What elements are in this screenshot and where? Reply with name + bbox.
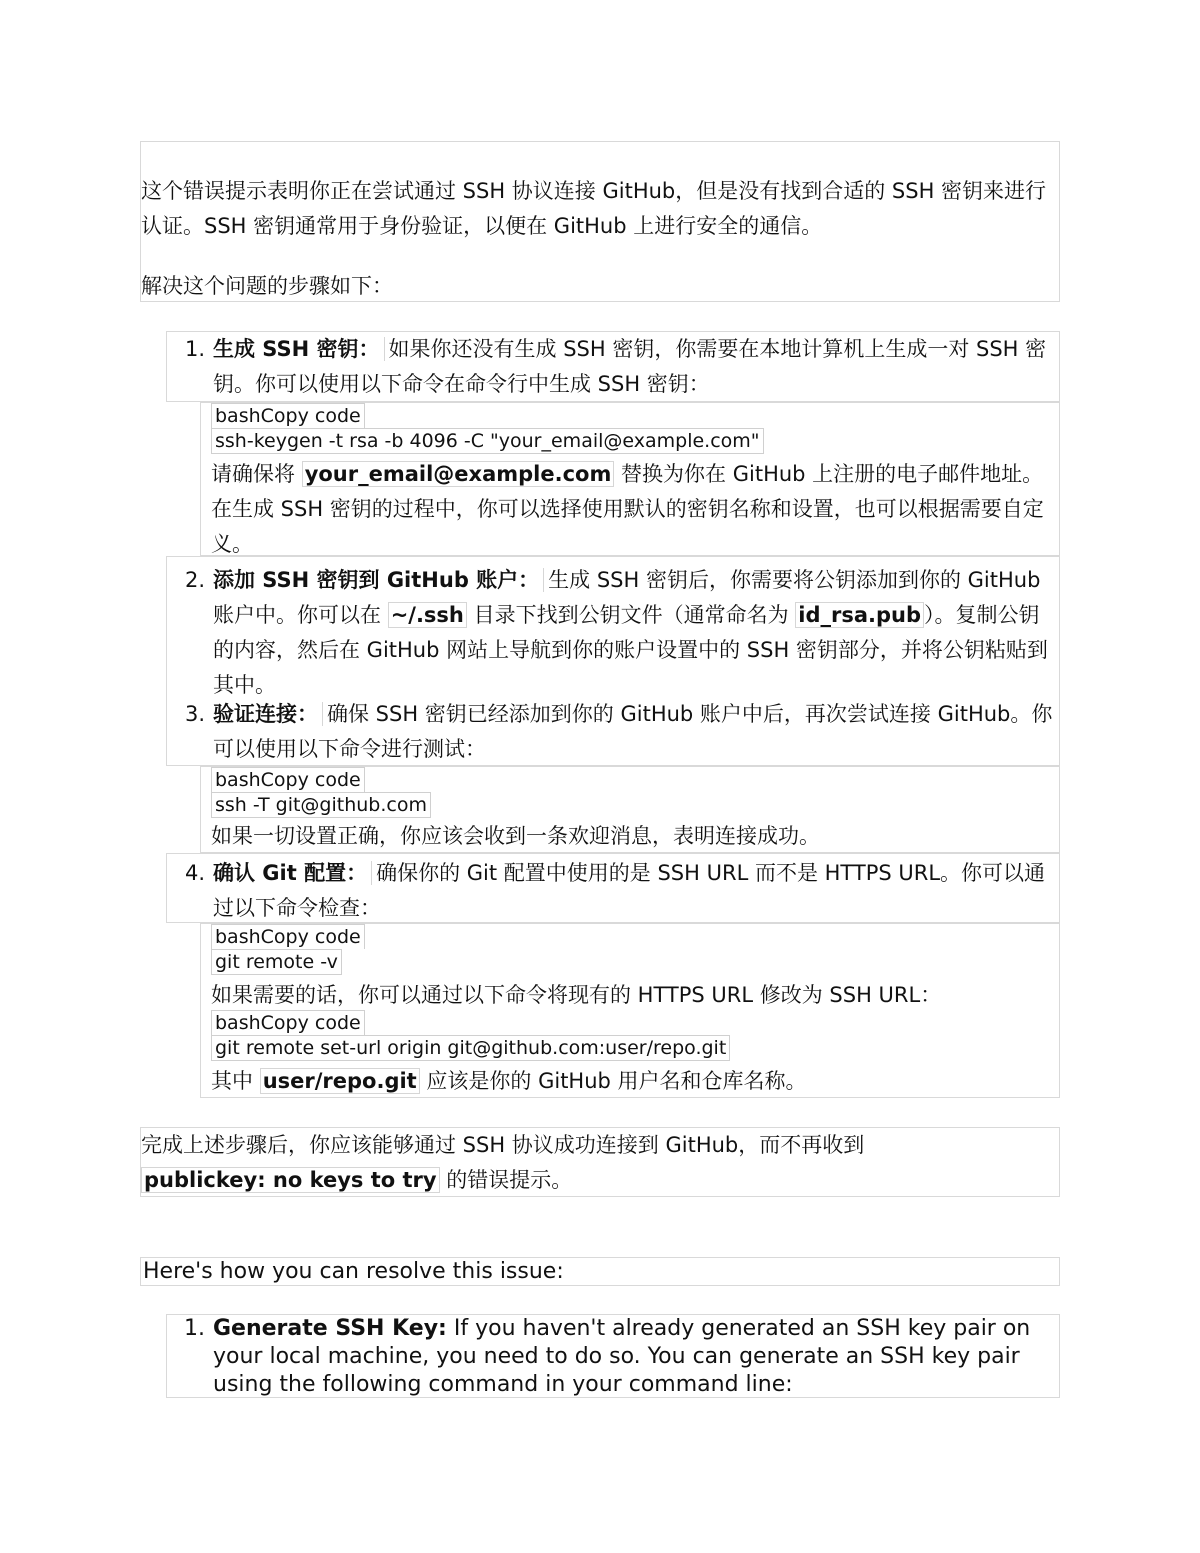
english-step-1 <box>166 1314 1060 1398</box>
inline-code: id_rsa.pub <box>795 602 924 628</box>
step-body: 如果你还没有生成 SSH 密钥，你需要在本地计算机上生成一对 SSH 密钥。你可以使用以下命令在命令行中生成 SSH 密钥： <box>213 337 1047 396</box>
step-body: 确保你的 Git 配置中使用的是 SSH URL 而不是 HTTPS URL。你可以通过以下命令检查： <box>213 861 1046 920</box>
code-block <box>211 403 764 454</box>
code-line[interactable]: git remote -v <box>211 949 342 975</box>
step-number: 2. <box>184 568 205 592</box>
code-block <box>211 767 431 818</box>
code-language-label: bashCopy code <box>211 1010 365 1035</box>
code-note: 如果需要的话，你可以通过以下命令将现有的 HTTPS URL 修改为 SSH URL： <box>211 983 942 1007</box>
step-body: ）。复制公钥的内容，然后在 GitHub 网站上导航到你的账户设置中的 SSH 密钥部分，并将公钥粘贴到其中。 <box>213 603 1048 697</box>
outro-text: 完成上述步骤后，你应该能够通过 SSH 协议成功连接到 GitHub，而不再收到 <box>141 1133 865 1157</box>
code-language-label: bashCopy code <box>211 924 365 949</box>
inline-code: ~/.ssh <box>388 602 467 628</box>
note-text: 替换为你在 GitHub 上注册的电子邮件地址。在生成 SSH 密钥的过程中，你可以选择使用默认的密钥名称和设置，也可以根据需要自定义。 <box>211 462 1044 556</box>
code-block <box>211 1010 730 1061</box>
step-1 <box>166 331 1060 402</box>
step-2-3 <box>166 556 1060 766</box>
step-body: 目录下找到公钥文件（通常命名为 <box>473 603 789 627</box>
step-body: 生成 SSH 密钥后，你需要将公钥添加到你的 GitHub 账户中。你可以在 <box>213 568 1041 627</box>
code-note <box>211 1064 1049 1099</box>
step-number: 1. <box>184 1316 205 1341</box>
step-number: 4. <box>184 861 205 885</box>
step-number: 1. <box>184 337 205 361</box>
note-text: 其中 <box>211 1069 253 1093</box>
step-body: If you haven't already generated an SSH key pair on your local machine, you need to do so. You can generate an SSH key pair using the following command in your command line: <box>213 1316 1031 1397</box>
step-label: 确认 Git 配置： <box>213 861 372 885</box>
outro-block <box>140 1127 1060 1197</box>
outro-text: 的错误提示。 <box>446 1168 573 1192</box>
step-text <box>213 332 1053 402</box>
step-label: 生成 SSH 密钥： <box>213 337 385 361</box>
intro-steps-heading: 解决这个问题的步骤如下： <box>141 274 393 298</box>
inline-code: publickey: no keys to try <box>141 1167 440 1193</box>
code-block <box>211 924 365 975</box>
code-note: 如果一切设置正确，你应该会收到一条欢迎消息，表明连接成功。 <box>211 824 820 848</box>
code-note <box>211 457 1051 562</box>
step-4 <box>166 853 1060 923</box>
step-text <box>213 563 1053 703</box>
code-line[interactable]: git remote set-url origin git@github.com:user/repo.git <box>211 1035 730 1061</box>
code-language-label: bashCopy code <box>211 403 365 428</box>
step-text <box>213 1315 1053 1399</box>
step-label: 添加 SSH 密钥到 GitHub 账户： <box>213 568 544 592</box>
step-text <box>213 856 1053 926</box>
intro-paragraph: 这个错误提示表明你正在尝试通过 SSH 协议连接 GitHub，但是没有找到合适的 SSH 密钥来进行认证。SSH 密钥通常用于身份验证，以便在 GitHub 上进行安全的通信。 <box>141 179 1047 238</box>
english-heading-block <box>140 1257 1060 1286</box>
code-language-label: bashCopy code <box>211 767 365 792</box>
code-line[interactable]: ssh-keygen -t rsa -b 4096 -C "your_email@example.com" <box>211 428 764 454</box>
note-text: 应该是你的 GitHub 用户名和仓库名称。 <box>426 1069 807 1093</box>
code-block-1 <box>200 402 1060 556</box>
step-number: 3. <box>184 702 205 726</box>
english-heading: Here's how you can resolve this issue: <box>143 1259 564 1284</box>
step-body: 确保 SSH 密钥已经添加到你的 GitHub 账户中后，再次尝试连接 GitHub。你可以使用以下命令进行测试： <box>213 702 1053 761</box>
outro-paragraph <box>141 1128 1053 1198</box>
step-text <box>213 697 1053 767</box>
code-block-3 <box>200 766 1060 853</box>
inline-code: your_email@example.com <box>302 461 615 487</box>
code-block-4 <box>200 923 1060 1098</box>
step-label: 验证连接： <box>213 702 323 726</box>
intro-block <box>140 141 1060 302</box>
step-label: Generate SSH Key: <box>213 1316 447 1341</box>
code-line[interactable]: ssh -T git@github.com <box>211 792 431 818</box>
note-text: 请确保将 <box>211 462 295 486</box>
inline-code: user/repo.git <box>260 1068 420 1094</box>
